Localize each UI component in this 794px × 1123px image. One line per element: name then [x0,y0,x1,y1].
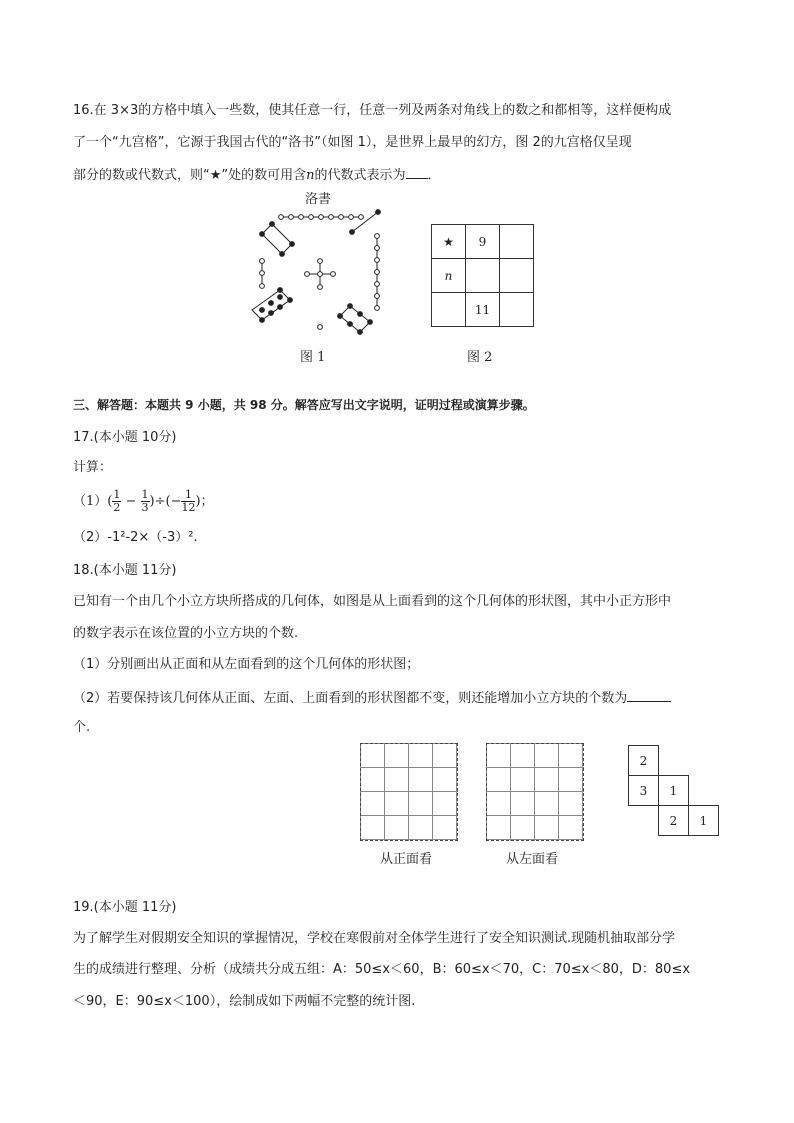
q19-title: 19.(本小题 11分) [73,900,177,915]
grid-cell [432,293,466,327]
q16-line3-suffix: 的代数式表示为 [314,168,406,183]
grid-cell: n [432,259,466,293]
shape-cell: 2 [659,806,689,836]
fraction-half [112,489,121,514]
q16-line2: 了一个“九宫格”，它源于我国古代的“洛书”（如图 1），是世界上最早的幻方，图 2的九宫格仅呈现 [73,135,632,150]
luoshu-figure [250,206,390,336]
minus-sign: − [125,494,137,509]
q19-line2: 生的成绩进行整理、分析（成绩共分成五组：A：50≤x＜60，B：60≤x＜70，C：70≤x＜80，D：80≤x [73,962,691,977]
q17-part2: （2）-1²-2×（-3）². [73,530,198,545]
fig2-caption: 图 2 [467,350,493,365]
shape-cell: 1 [659,776,689,806]
empty-cell [689,746,719,776]
empty-cell [659,746,689,776]
grid-cell [500,259,534,293]
q18-part2-text: （2）若要保持该几何体从正面、左面、上面看到的形状图都不变，则还能增加小立方块的个数为 [73,691,628,706]
paren-open: ( [107,494,113,509]
fraction-twelfth [181,489,195,514]
luoshu-title: 洛書 [305,192,332,207]
answer-blank [627,689,671,702]
empty-cell [629,806,659,836]
fraction-numerator: 1 [113,488,121,501]
empty-cell [689,776,719,806]
q19-line3: ＜90，E：90≤x＜100），绘制成如下两幅不完整的统计图. [73,994,416,1009]
left-view-caption: 从左面看 [506,852,559,867]
front-view-caption: 从正面看 [380,852,433,867]
fraction-denominator: 2 [113,501,121,514]
fraction-numerator: 1 [141,488,149,501]
left-view-grid [486,743,584,841]
top-view-shape [628,745,719,836]
grid-cell: ★ [432,225,466,259]
shape-cell: 1 [689,806,719,836]
q18-line1: 已知有一个由几个小立方块所搭成的几何体，如图是从上面看到的这个几何体的形状图，其中小正方形中 [73,594,672,609]
q17-part1-label: （1） [73,494,108,509]
fraction-denominator: 12 [181,501,196,514]
variable-n: n [306,168,315,183]
q17-part1 [73,487,214,517]
q18-part2 [73,689,671,707]
grid-cell [500,225,534,259]
fraction-third [141,489,150,514]
fig1-caption: 图 1 [300,350,326,365]
q17-intro: 计算： [73,460,113,475]
grid-cell: 11 [466,293,500,327]
q18-line2: 的数字表示在该位置的小立方块的个数. [73,626,299,641]
q19-line1: 为了解学生对假期安全知识的掌握情况，学校在寒假前对全体学生进行了安全知识测试.现随机抽取部分学 [73,931,676,946]
fraction-denominator: 3 [141,501,149,514]
q16-line3-prefix: 部分的数或代数式，则“★”处的数可用含 [73,168,307,183]
front-view-grid [360,743,458,841]
magic-square-grid [431,224,534,327]
answer-blank [406,166,428,179]
q18-part1: （1）分别画出从正面和从左面看到的这个几何体的形状图； [73,657,420,672]
section3-header: 三、解答题：本题共 9 小题，共 98 分。解答应写出文字说明，证明过程或演算步骤。 [73,398,535,412]
grid-cell [466,259,500,293]
fraction-numerator: 1 [181,489,195,502]
shape-cell: 3 [629,776,659,806]
q18-part2-end: 个. [73,720,91,735]
shape-cell: 2 [629,746,659,776]
paren-close: )； [195,494,214,509]
divide-operator: )÷(− [149,494,182,509]
q16-line1: 16.在 3×3的方格中填入一些数，使其任意一行，任意一列及两条对角线上的数之和都相等，这样便构成 [73,103,672,118]
q16-line3-end: ． [427,168,441,183]
q18-title: 18.(本小题 11分) [73,563,177,578]
q16-line3 [73,166,441,184]
grid-cell [500,293,534,327]
grid-cell: 9 [466,225,500,259]
q17-title: 17.(本小题 10分) [73,430,177,445]
